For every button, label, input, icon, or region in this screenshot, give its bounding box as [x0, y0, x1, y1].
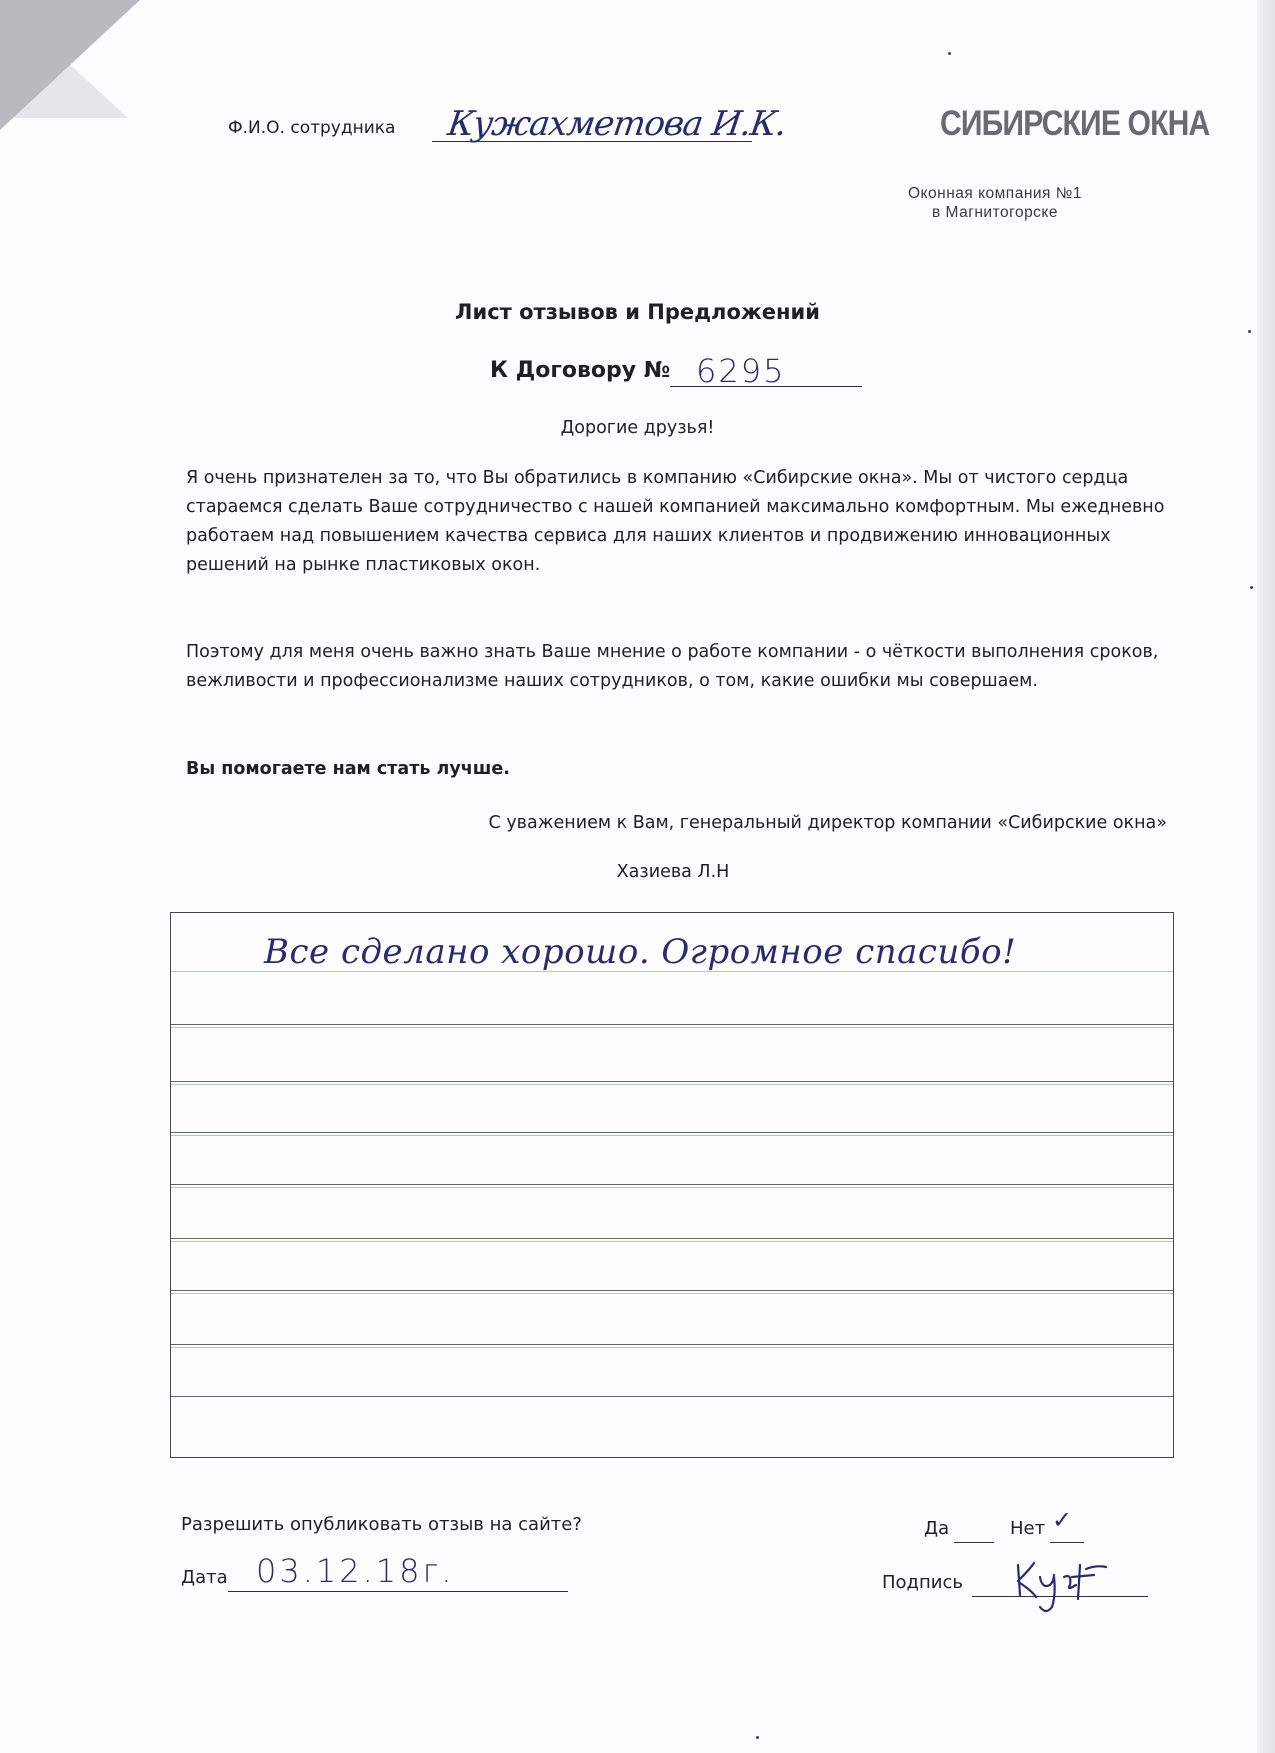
review-guide-line	[171, 1187, 1173, 1188]
date-line	[228, 1591, 568, 1592]
review-guide-line	[171, 1084, 1173, 1085]
contract-number-handwritten: 6295	[696, 352, 786, 390]
review-guide-line	[171, 1027, 1173, 1028]
employee-name-handwritten: Кужахметова И.К.	[445, 104, 789, 144]
review-box	[170, 912, 1174, 1458]
tagline-line-1: Оконная компания №1	[908, 185, 1082, 202]
letter-emphasis: Вы помогаете нам стать лучше.	[186, 759, 510, 779]
review-guide-line	[171, 1293, 1173, 1294]
regards-line: С уважением к Вам, генеральный директор компании «Сибирские окна»	[488, 813, 1167, 833]
speck	[756, 1736, 759, 1739]
publish-no-label: Нет	[1010, 1518, 1046, 1539]
review-rule-line	[171, 1132, 1173, 1133]
review-rule-line	[171, 1290, 1173, 1291]
director-name: Хазиева Л.Н	[616, 862, 730, 882]
review-rule-line	[171, 1024, 1173, 1025]
letter-paragraph-2: Поэтому для меня очень важно знать Ваше мнение о работе компании - о чёткости выполнения сроков, вежливости и профессионализме наших сотрудников, о том, какие ошибки мы совершаем.	[186, 642, 1159, 691]
folded-corner	[0, 0, 140, 130]
publish-question: Разрешить опубликовать отзыв на сайте?	[181, 1514, 582, 1535]
signature-handwritten-icon	[1010, 1555, 1120, 1617]
publish-no-checkmark: ✓	[1052, 1506, 1073, 1534]
company-tagline	[880, 184, 1110, 222]
review-guide-line	[171, 1347, 1173, 1348]
speck	[948, 52, 951, 55]
review-rule-line	[171, 1238, 1173, 1239]
publish-yes-line	[954, 1542, 994, 1543]
contract-label: К Договору №	[490, 358, 671, 383]
date-label: Дата	[181, 1567, 228, 1588]
review-text-handwritten: Все сделано хорошо. Огромное спасибо!	[264, 932, 1017, 972]
employee-label: Ф.И.О. сотрудника	[228, 118, 396, 138]
greeting: Дорогие друзья!	[560, 418, 715, 438]
company-logo: СИБИРСКИЕ ОКНА	[940, 104, 1210, 143]
review-guide-line	[171, 1241, 1173, 1242]
speck	[1248, 330, 1251, 333]
letter-paragraph-1: Я очень признателен за то, что Вы обратились в компанию «Сибирские окна». Мы от чистого сердца стараемся сделать Ваше сотрудничество с нашей компанией максимально комфортным. Мы ежедневно работаем над повышением качества сервиса для наших клиентов и продвижению инновационных решений на рынке пластиковых окон.	[186, 468, 1165, 575]
publish-yes-label: Да	[924, 1518, 950, 1539]
tagline-line-2: в Магнитогорске	[931, 204, 1059, 221]
signature-label: Подпись	[882, 1572, 963, 1593]
review-guide-line	[171, 1135, 1173, 1136]
review-rule-line	[171, 1344, 1173, 1345]
date-handwritten: 03.12.18г.	[256, 1552, 455, 1590]
publish-no-line	[1050, 1542, 1084, 1543]
review-rule-line	[171, 1184, 1173, 1185]
form-title: Лист отзывов и Предложений	[455, 300, 820, 324]
review-rule-line	[171, 1081, 1173, 1082]
speck	[1250, 586, 1253, 589]
review-rule-line	[171, 1396, 1173, 1397]
